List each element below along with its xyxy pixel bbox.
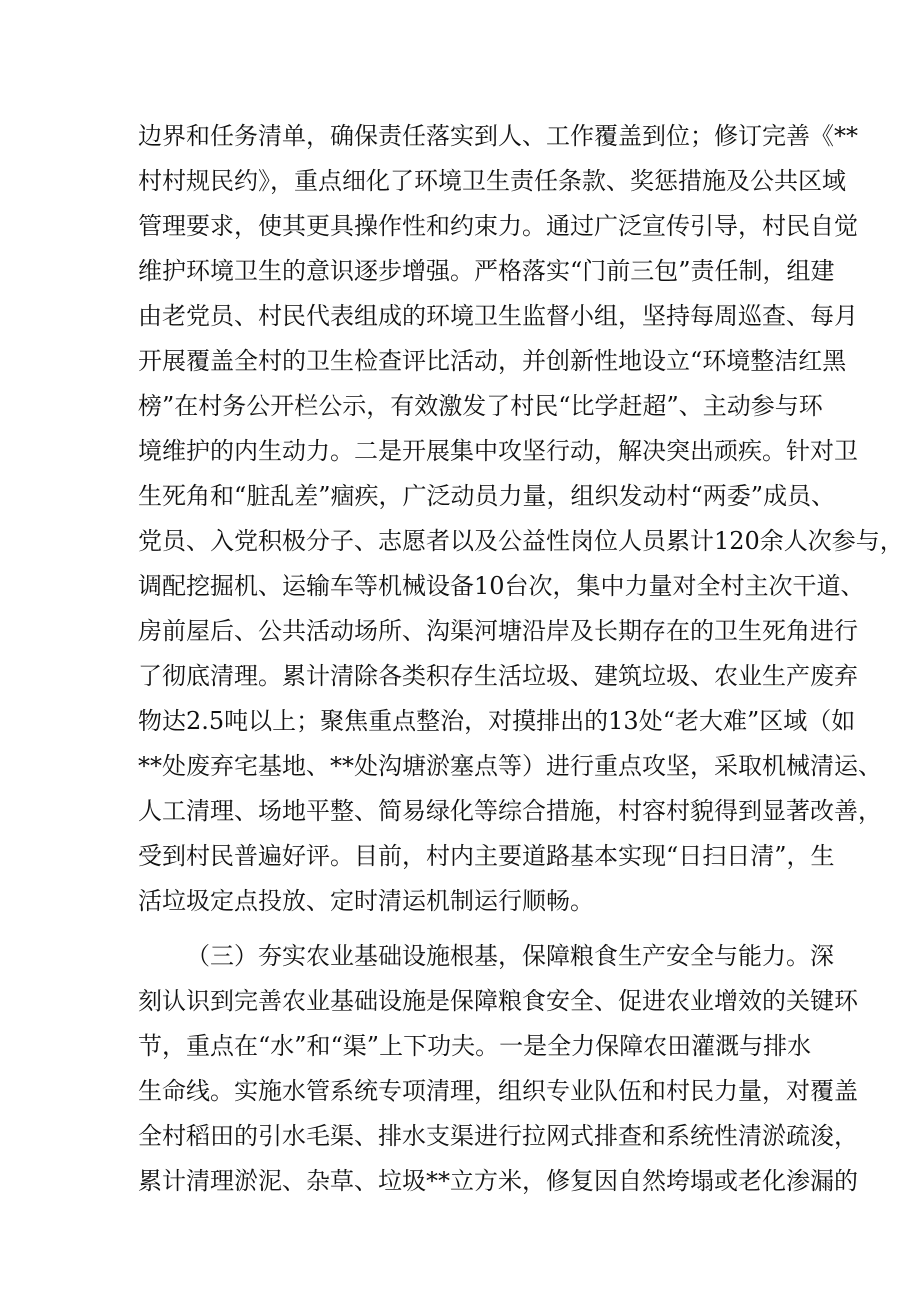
text-line-9: 生死角和“脏乱差”痼疾，广泛动员力量，组织发动村“两委”成员、 [138, 482, 836, 510]
text-line-7: 榜”在村务公开栏公示，有效激发了村民“比学赶超”、主动参与环 [138, 392, 823, 420]
text-line-15: **处废弃宅基地、**处沟塘淤塞点等）进行重点攻坚，采取机械清运、 [138, 752, 882, 780]
text-line-23: 全村稻田的引水毛渠、排水支渠进行拉网式排查和系统性清淤疏浚， [138, 1122, 858, 1150]
text-line-24: 累计清理淤泥、杂草、垃圾**立方米，修复因自然垮塌或老化渗漏的 [138, 1167, 858, 1195]
text-line-17: 受到村民普遍好评。目前，村内主要道路基本实现“日扫日清”，生 [138, 842, 835, 870]
text-line-22: 生命线。实施水管系统专项清理，组织专业队伍和村民力量，对覆盖 [138, 1077, 858, 1105]
text-line-4: 维护环境卫生的意识逐步增强。严格落实“门前三包”责任制，组建 [138, 257, 835, 285]
text-line-6: 开展覆盖全村的卫生检查评比活动，并创新性地设立“环境整洁红黑 [138, 347, 847, 375]
text-line-5: 由老党员、村民代表组成的环境卫生监督小组，坚持每周巡查、每月 [138, 302, 858, 330]
text-line-21: 节，重点在“水”和“渠”上下功夫。一是全力保障农田灌溉与排水 [138, 1032, 812, 1060]
text-line-12: 房前屋后、公共活动场所、沟渠河塘沿岸及长期存在的卫生死角进行 [138, 617, 858, 645]
section-heading-line: （三）夯实农业基础设施根基，保障粮食生产安全与能力。深 [186, 942, 834, 970]
text-line-1: 边界和任务清单，确保责任落实到人、工作覆盖到位；修订完善《** [138, 122, 858, 150]
text-line-10: 党员、入党积极分子、志愿者以及公益性岗位人员累计120余人次参与， [138, 527, 904, 555]
text-line-8: 境维护的内生动力。二是开展集中攻坚行动，解决突出顽疾。针对卫 [138, 437, 858, 465]
text-line-13: 了彻底清理。累计清除各类积存生活垃圾、建筑垃圾、农业生产废弃 [138, 662, 858, 690]
text-line-14: 物达2.5吨以上；聚焦重点整治，对摸排出的13处“老大难”区域（如 [138, 707, 856, 735]
text-line-3: 管理要求，使其更具操作性和约束力。通过广泛宣传引导，村民自觉 [138, 212, 858, 240]
text-line-18: 活垃圾定点投放、定时清运机制运行顺畅。 [138, 887, 594, 915]
text-line-16: 人工清理、场地平整、简易绿化等综合措施，村容村貌得到显著改善， [138, 797, 882, 825]
text-line-2: 村村规民约》，重点细化了环境卫生责任条款、奖惩措施及公共区域 [138, 167, 846, 195]
text-line-11: 调配挖掘机、运输车等机械设备10台次，集中力量对全村主次干道、 [138, 572, 865, 600]
text-line-20: 刻认识到完善农业基础设施是保障粮食安全、促进农业增效的关键环 [138, 987, 858, 1015]
